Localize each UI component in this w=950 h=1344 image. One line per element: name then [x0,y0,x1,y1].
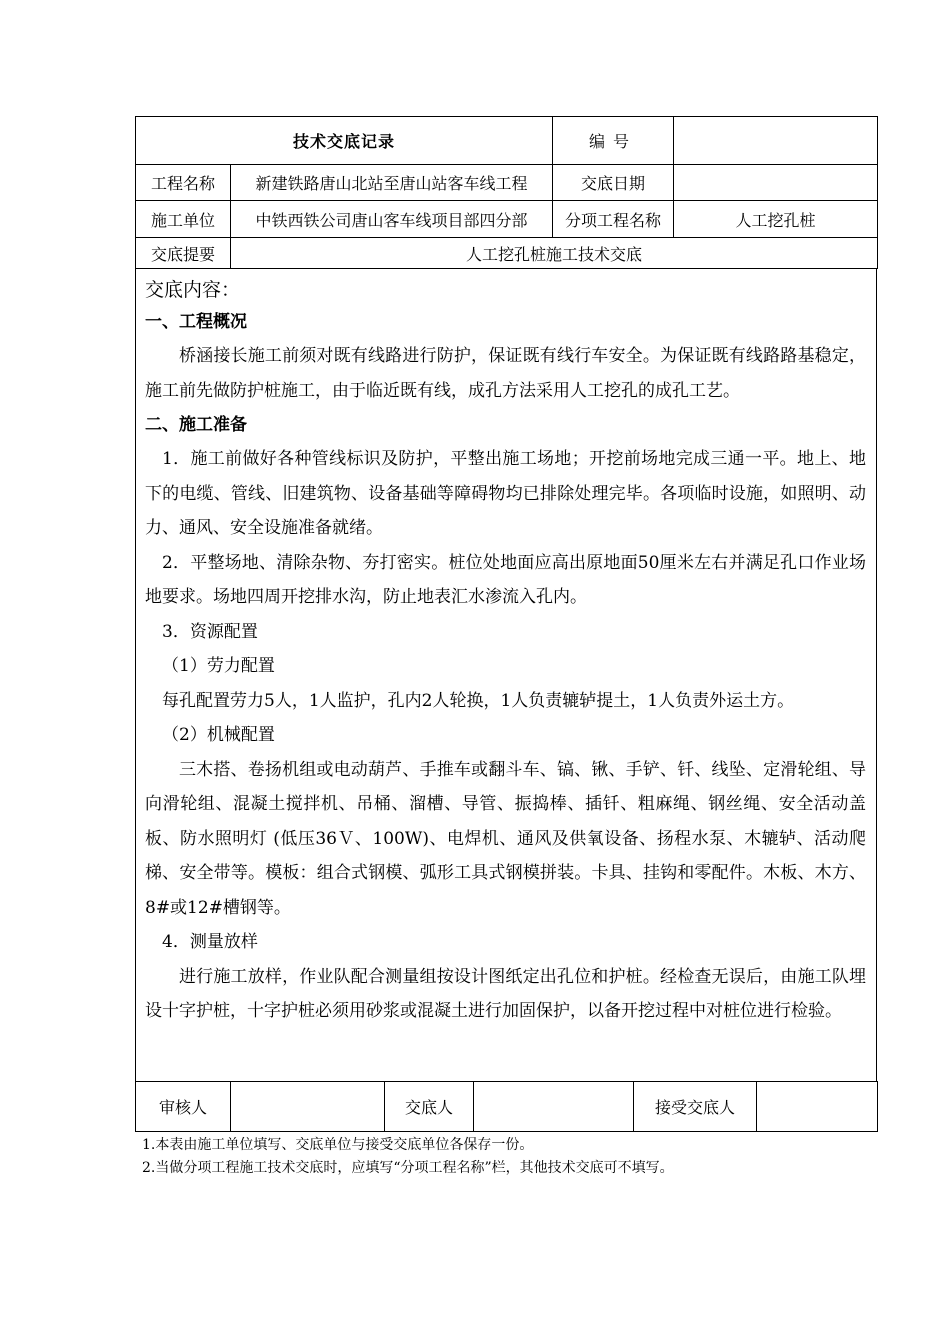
discloser-field[interactable] [474,1082,634,1132]
disclosure-form [135,116,877,1132]
project-name-value: 新建铁路唐山北站至唐山站客车线工程 [231,165,553,201]
content-area [135,269,877,1081]
serial-field[interactable] [674,117,878,165]
prep-item-3: 3．资源配置 [162,621,258,642]
section2-title: 二、施工准备 [145,415,247,435]
prep-item-1: 1．施工前做好各种管线标识及防护，平整出施工场地；开挖前场地完成三通一平。地上、地下的电缆、管线、旧建筑物、设备基础等障碍物均已排除处理完毕。各项临时设施，如照明、动力、通风、安全设施准备就绪。 [145,449,866,538]
form-notes [142,1134,674,1180]
reviewer-field[interactable] [231,1082,385,1132]
unit-label: 施工单位 [136,201,231,238]
note-1: 1.本表由施工单位填写、交底单位与接受交底单位各保存一份。 [142,1137,534,1153]
signature-table [135,1081,878,1132]
header-table [135,116,878,269]
labor-text: 每孔配置劳力5人，1人监护，孔内2人轮换，1人负责辘轳提土，1人负责外运土方。 [162,690,795,711]
note-2: 2.当做分项工程施工技术交底时，应填写“分项工程名称”栏，其他技术交底可不填写。 [142,1160,674,1176]
machinery-subtitle: （2）机械配置 [162,725,275,745]
prep-item-2: 2．平整场地、清除杂物、夯打密实。桩位处地面应高出原地面50厘米左右并满足孔口作业场地要求。场地四周开挖排水沟，防止地表汇水渗流入孔内。 [145,552,866,607]
content-heading: 交底内容： [145,279,241,301]
discloser-label: 交底人 [385,1082,474,1132]
section1-title: 一、工程概况 [145,312,247,332]
summary-label: 交底提要 [136,238,231,269]
date-label: 交底日期 [553,165,674,201]
subitem-value: 人工挖孔桩 [674,201,878,238]
receiver-field[interactable] [757,1082,878,1132]
date-field[interactable] [674,165,878,201]
machinery-text: 三木搭、卷扬机组或电动葫芦、手推车或翻斗车、镐、锹、手铲、钎、线坠、定滑轮组、导向滑轮组、混凝土搅拌机、吊桶、溜槽、导管、振捣棒、插钎、粗麻绳、钢丝绳、安全活动盖板、防水照明灯 (低压36Ｖ、100W)、电焊机、通风及供氧设备、扬程水泵、木辘轳、活动爬梯、安全带等。模板：组合式钢模、弧形工具式钢模拼装。卡具、挂钩和零配件。木板、木方、8#或12#槽钢等。 [145,759,866,918]
unit-value: 中铁西铁公司唐山客车线项目部四分部 [231,201,553,238]
survey-text: 进行施工放样，作业队配合测量组按设计图纸定出孔位和护桩。经检查无误后，由施工队埋设十字护桩，十字护桩必须用砂浆或混凝土进行加固保护，以备开挖过程中对桩位进行检验。 [145,966,866,1021]
form-title: 技术交底记录 [136,117,553,165]
section1-paragraph: 桥涵接长施工前须对既有线路进行防护，保证既有线行车安全。为保证既有线路路基稳定，施工前先做防护桩施工，由于临近既有线，成孔方法采用人工挖孔的成孔工艺。 [145,346,866,401]
summary-value: 人工挖孔桩施工技术交底 [231,238,878,269]
serial-label: 编号 [553,117,674,165]
prep-item-4: 4．测量放样 [162,932,258,952]
labor-subtitle: （1）劳力配置 [162,656,275,676]
reviewer-label: 审核人 [136,1082,231,1132]
subitem-label: 分项工程名称 [553,201,674,238]
project-name-label: 工程名称 [136,165,231,201]
receiver-label: 接受交底人 [634,1082,757,1132]
